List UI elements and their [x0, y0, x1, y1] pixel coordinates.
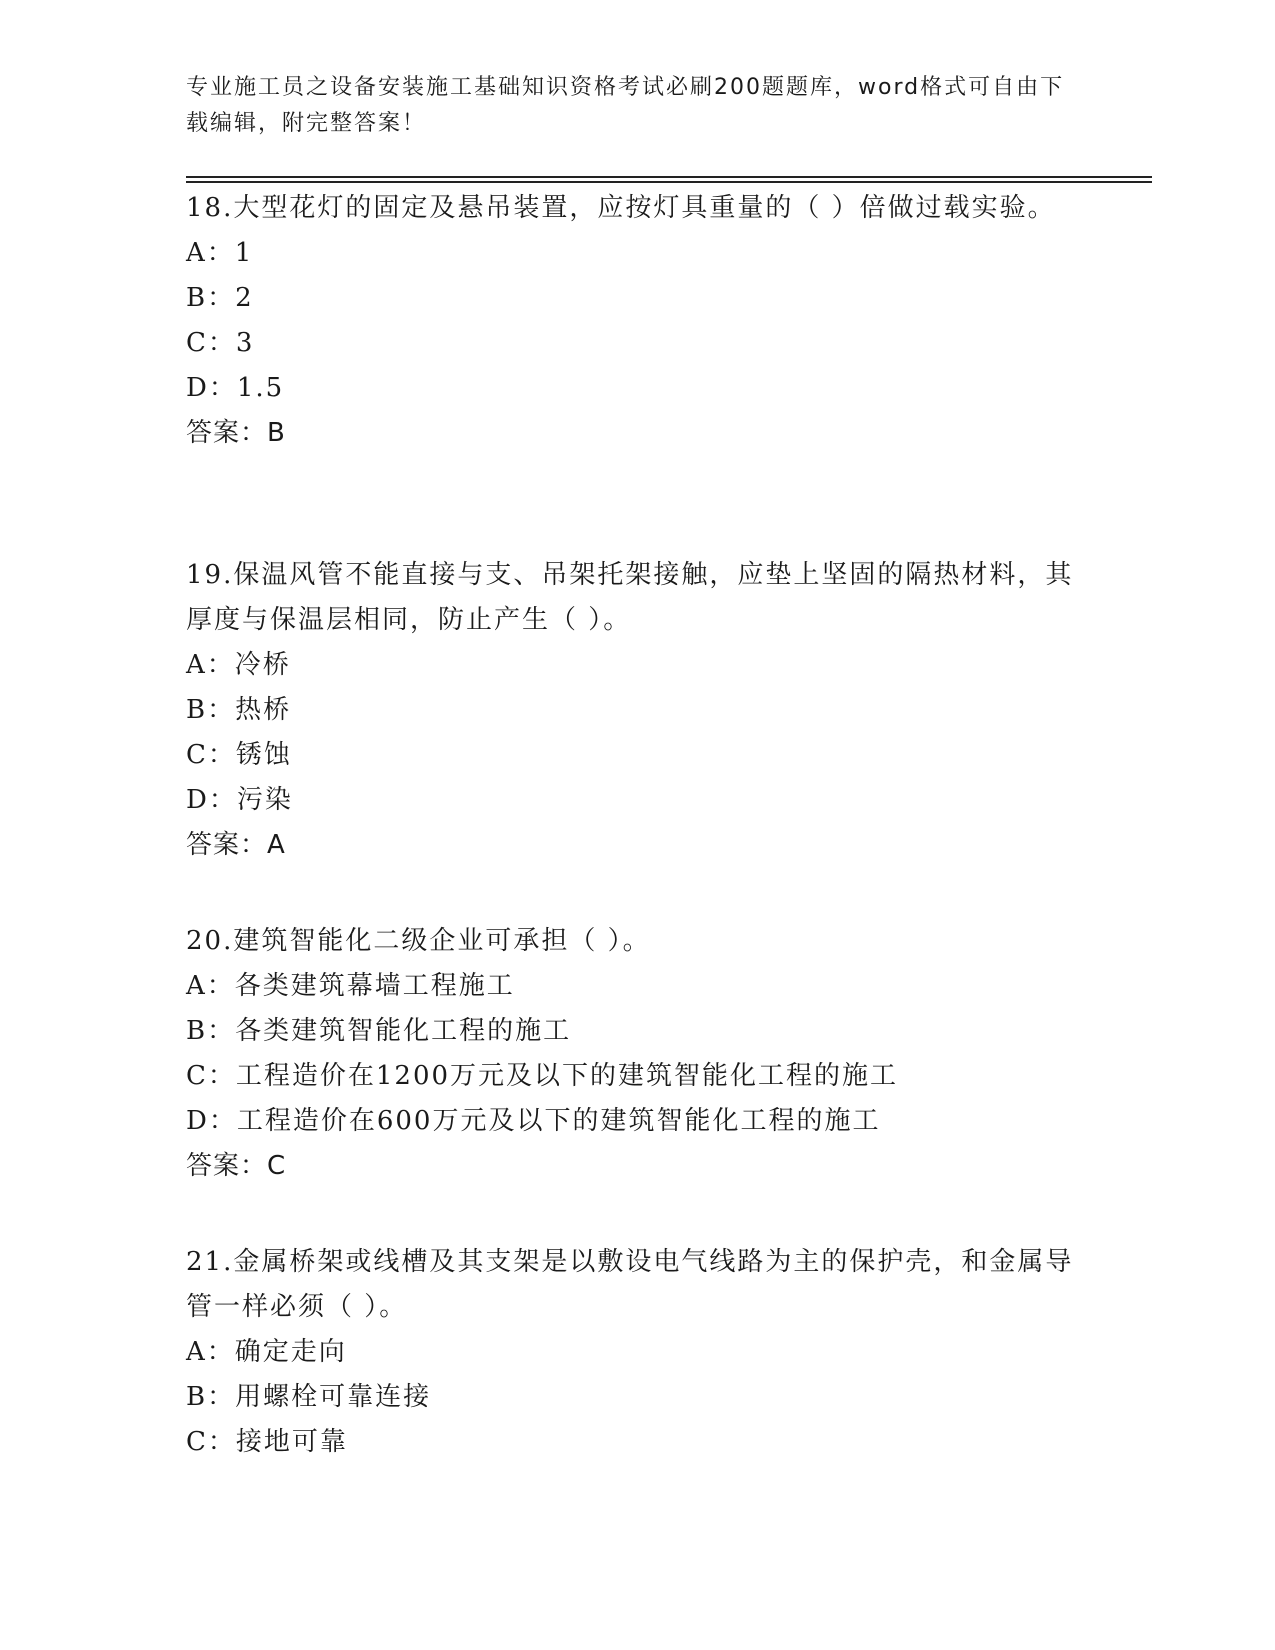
- option-a: A：1: [186, 238, 254, 268]
- option-d: D：污染: [186, 785, 293, 815]
- answer: 答案：C: [186, 1151, 287, 1181]
- question-stem: 20.建筑智能化二级企业可承担（ ）。: [186, 926, 651, 956]
- option-b: B：各类建筑智能化工程的施工: [186, 1016, 572, 1046]
- option-c: C：3: [186, 328, 255, 358]
- option-b: B：热桥: [186, 695, 292, 725]
- option-b: B：2: [186, 283, 254, 313]
- option-c: C：工程造价在1200万元及以下的建筑智能化工程的施工: [186, 1061, 899, 1091]
- question-18: [186, 186, 1086, 456]
- document-header: 专业施工员之设备安装施工基础知识资格考试必刷200题题库，word格式可自由下载编辑，附完整答案！: [186, 75, 1065, 136]
- header-divider-top: [186, 176, 1152, 178]
- option-d: D：1.5: [186, 373, 285, 403]
- option-c: C：锈蚀: [186, 740, 292, 770]
- question-stem: 18.大型花灯的固定及悬吊装置，应按灯具重量的（ ）倍做过载实验。: [186, 193, 1056, 223]
- question-19: [186, 553, 1086, 868]
- answer: 答案：A: [186, 830, 286, 860]
- option-b: B：用螺栓可靠连接: [186, 1382, 432, 1412]
- option-a: A：冷桥: [186, 650, 291, 680]
- answer: 答案：B: [186, 418, 286, 448]
- question-21: [186, 1240, 1086, 1465]
- option-d: D：工程造价在600万元及以下的建筑智能化工程的施工: [186, 1106, 881, 1136]
- option-a: A：确定走向: [186, 1337, 347, 1367]
- question-stem: 21.金属桥架或线槽及其支架是以敷设电气线路为主的保护壳，和金属导管一样必须（ ）。: [186, 1247, 1074, 1322]
- question-20: [186, 919, 1086, 1189]
- header-divider-bottom: [186, 181, 1152, 183]
- option-a: A：各类建筑幕墙工程施工: [186, 971, 515, 1001]
- question-stem: 19.保温风管不能直接与支、吊架托架接触，应垫上坚固的隔热材料，其厚度与保温层相同，防止产生（ ）。: [186, 560, 1074, 635]
- option-c: C：接地可靠: [186, 1427, 348, 1457]
